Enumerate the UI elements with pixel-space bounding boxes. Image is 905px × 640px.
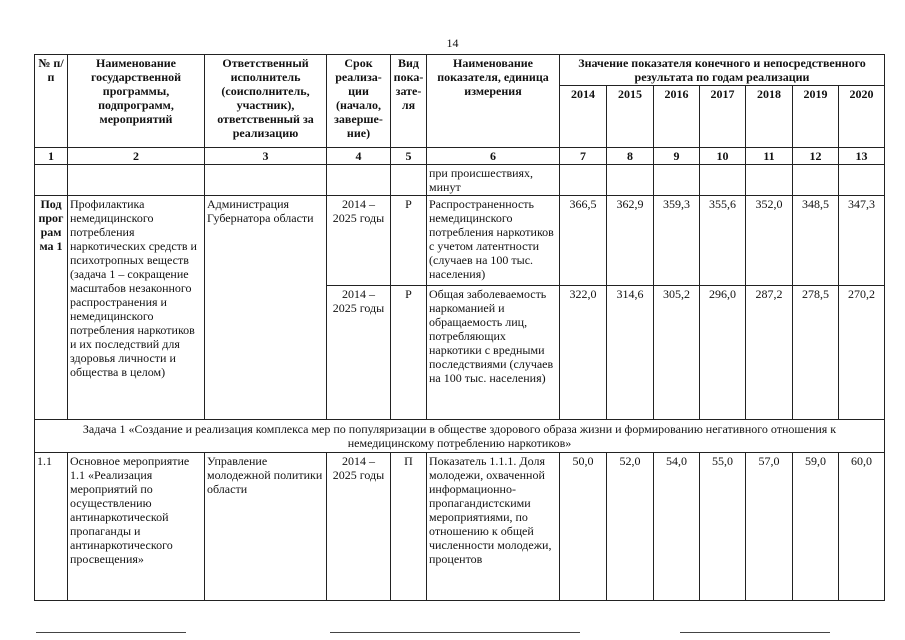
carry-over-row — [35, 165, 885, 196]
carry-over-text: при происшествиях, минут — [427, 165, 560, 196]
column-number: 7 — [560, 148, 607, 165]
indicator-value: 305,2 — [654, 286, 700, 420]
indicator-value: 296,0 — [700, 286, 746, 420]
indicator-name: Общая заболеваемость наркоманией и обращаемость лиц, потребляющих наркотики с вредными последствиями (случаев на 100 тыс. населения) — [427, 286, 560, 420]
column-number: 8 — [607, 148, 654, 165]
indicator-value: 314,6 — [607, 286, 654, 420]
indicator-value: 362,9 — [607, 196, 654, 286]
header-executor: Ответственный исполнитель (соисполнитель, участник), ответственный за реализацию — [205, 55, 327, 148]
subprogram-name: Профилактика немедицинского потребления наркотических средств и психотропных веществ (задача 1 – сокращение масштабов незаконного распространения и немедицинского потребления наркотиков и их последствий для здоровья личности и общества в целом) — [68, 196, 205, 420]
indicator-value: 322,0 — [560, 286, 607, 420]
indicator-value: 270,2 — [839, 286, 885, 420]
header-year: 2019 — [793, 86, 839, 148]
scan-edge-line — [36, 632, 186, 633]
measure-row — [35, 453, 885, 601]
column-number: 6 — [427, 148, 560, 165]
header-year: 2014 — [560, 86, 607, 148]
header-kind: Вид пока- зате- ля — [391, 55, 427, 148]
header-indicator: Наименование показателя, единица измерения — [427, 55, 560, 148]
indicator-value: 355,6 — [700, 196, 746, 286]
measure-indicator: Показатель 1.1.1. Доля молодежи, охваченной информационно-пропагандистскими мероприятиями, по отношению к общей численности молодежи, процентов — [427, 453, 560, 601]
header-term: Срок реализа- ции (начало, заверше- ние) — [327, 55, 391, 148]
page-number: 14 — [446, 36, 459, 50]
task-title: Задача 1 «Создание и реализация комплекса мер по популяризации в обществе здорового образа жизни и формированию негативного отношения к немедицинскому потреблению наркотиков» — [35, 420, 885, 453]
column-number: 13 — [839, 148, 885, 165]
measure-kind: П — [391, 453, 427, 601]
column-number: 9 — [654, 148, 700, 165]
indicator-value: 348,5 — [793, 196, 839, 286]
subprogram-number: Под прог рам ма 1 — [35, 196, 68, 420]
indicator-term: 2014 – 2025 годы — [327, 286, 391, 420]
measure-number: 1.1 — [35, 453, 68, 601]
header-num: № п/п — [35, 55, 68, 148]
indicator-value: 352,0 — [746, 196, 793, 286]
column-number: 2 — [68, 148, 205, 165]
header-program: Наименование государственной программы, подпрограмм, мероприятий — [68, 55, 205, 148]
column-number: 12 — [793, 148, 839, 165]
column-number: 5 — [391, 148, 427, 165]
measure-value: 50,0 — [560, 453, 607, 601]
measure-term: 2014 – 2025 годы — [327, 453, 391, 601]
measure-value: 54,0 — [654, 453, 700, 601]
header-row-1 — [35, 55, 885, 86]
subprogram-executor: Администрация Губернатора области — [205, 196, 327, 420]
header-year: 2015 — [607, 86, 654, 148]
header-year: 2016 — [654, 86, 700, 148]
measure-value: 55,0 — [700, 453, 746, 601]
scan-edge-line — [330, 632, 580, 633]
indicator-value: 347,3 — [839, 196, 885, 286]
indicator-kind: Р — [391, 286, 427, 420]
measure-value: 52,0 — [607, 453, 654, 601]
scan-edge-line — [680, 632, 830, 633]
header-year: 2017 — [700, 86, 746, 148]
subprogram-row-1 — [35, 196, 885, 286]
header-year: 2020 — [839, 86, 885, 148]
indicator-value: 278,5 — [793, 286, 839, 420]
measure-value: 59,0 — [793, 453, 839, 601]
column-number: 4 — [327, 148, 391, 165]
measure-name: Основное мероприятие 1.1 «Реализация мероприятий по осуществлению антинаркотической пропаганды и антинаркотического просвещения» — [68, 453, 205, 601]
column-number: 10 — [700, 148, 746, 165]
header-year: 2018 — [746, 86, 793, 148]
indicators-table — [34, 54, 885, 601]
column-number: 11 — [746, 148, 793, 165]
indicator-name: Распространенность немедицинского потребления наркотиков с учетом латентности (случаев на 100 тыс. населения) — [427, 196, 560, 286]
indicator-value: 359,3 — [654, 196, 700, 286]
column-number: 1 — [35, 148, 68, 165]
header-values-group: Значение показателя конечного и непосредственного результата по годам реализации — [560, 55, 885, 86]
column-numbers-row — [35, 148, 885, 165]
measure-value: 60,0 — [839, 453, 885, 601]
indicator-value: 366,5 — [560, 196, 607, 286]
task-row — [35, 420, 885, 453]
measure-value: 57,0 — [746, 453, 793, 601]
indicator-value: 287,2 — [746, 286, 793, 420]
column-number: 3 — [205, 148, 327, 165]
indicator-term: 2014 – 2025 годы — [327, 196, 391, 286]
measure-executor: Управление молодежной политики области — [205, 453, 327, 601]
indicator-kind: Р — [391, 196, 427, 286]
